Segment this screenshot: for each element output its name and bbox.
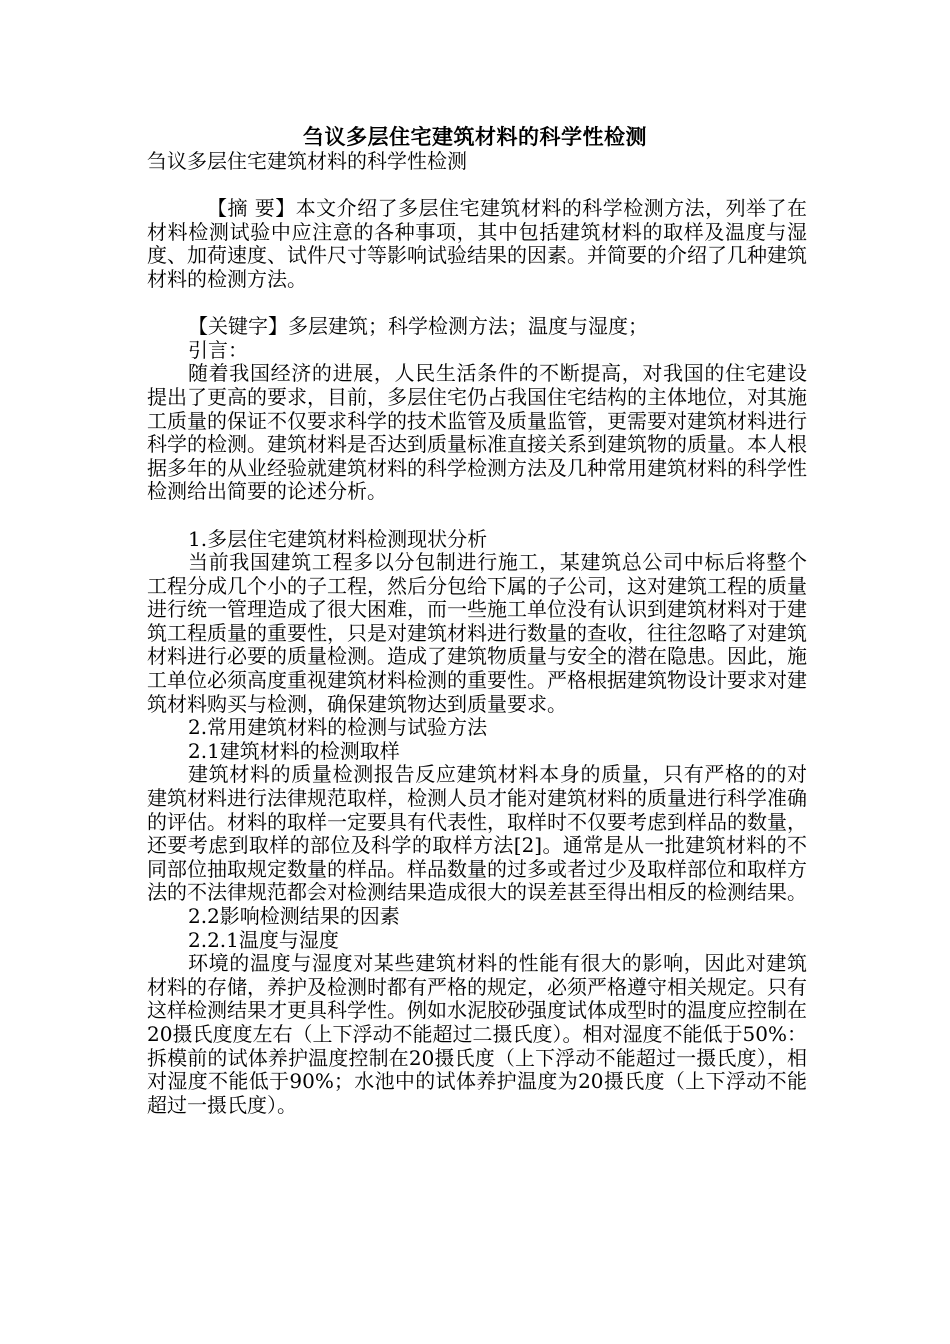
section2-1-paragraph: 建筑材料的质量检测报告反应建筑材料本身的质量，只有严格的的对建筑材料进行法律规范取样，检测人员才能对建筑材料的质量进行科学准确的评估。材料的取样一定要具有代表性，取样时不仅要考虑到样品的数量，还要考虑到取样的部位及科学的取样方法[2]。通常是从一批建筑材料的不同部位抽取规定数量的样品。样品数量的过多或者过少及取样部位和取样方法的不法律规范都会对检测结果造成很大的误差甚至得出相反的检测结果。 bbox=[147, 762, 807, 905]
intro-heading: 引言： bbox=[188, 337, 248, 362]
spacer bbox=[147, 292, 807, 316]
spacer bbox=[147, 504, 807, 528]
spacer bbox=[147, 174, 807, 198]
section2-2-heading: 2.2影响检测结果的因素 bbox=[188, 904, 400, 928]
section2-2-1-heading: 2.2.1温度与湿度 bbox=[188, 927, 339, 952]
section1-paragraph: 当前我国建筑工程多以分包制进行施工，某建筑总公司中标后将整个工程分成几个小的子工程，然后分包给下属的子公司，这对建筑工程的质量进行统一管理造成了很大困难，而一些施工单位没有认识到建筑材料对于建筑工程质量的重要性，只是对建筑材料进行数量的查收，往往忽略了对建筑材料进行必要的质量检测。造成了建筑物质量与安全的潜在隐患。因此，施工单位必须高度重视建筑材料检测的重要性。严格根据建筑物设计要求对建筑材料购买与检测，确保建筑物达到质量要求。 bbox=[147, 550, 807, 716]
section2-1-heading: 2.1建筑材料的检测取样 bbox=[188, 738, 400, 763]
section2-heading: 2.常用建筑材料的检测与试验方法 bbox=[188, 715, 488, 740]
document-body bbox=[147, 150, 807, 1117]
keywords-paragraph: 【关键字】多层建筑；科学检测方法；温度与湿度； bbox=[188, 314, 648, 339]
section1-heading: 1.多层住宅建筑材料检测现状分析 bbox=[188, 526, 488, 551]
section2-2-1-paragraph: 环境的温度与湿度对某些建筑材料的性能有很大的影响，因此对建筑材料的存储，养护及检测时都有严格的规定，必须严格遵守相关规定。只有这样检测结果才更具科学性。例如水泥胶砂强度试体成型时的温度应控制在20摄氏度度左右（上下浮动不能超过二摄氏度）。相对湿度不能低于50%：拆模前的试体养护温度控制在20摄氏度（上下浮动不能超过一摄氏度），相对湿度不能低于90%；水池中的试体养护温度为20摄氏度（上下浮动不能超过一摄氏度）。 bbox=[147, 951, 807, 1117]
abstract-paragraph: 【摘 要】本文介绍了多层住宅建筑材料的科学检测方法，列举了在材料检测试验中应注意的各种事项，其中包括建筑材料的取样及温度与湿度、加荷速度、试件尺寸等影响试验结果的因素。并简要的介绍了几种建筑材料的检测方法。 bbox=[147, 196, 807, 291]
document-title: 刍议多层住宅建筑材料的科学性检测 bbox=[303, 125, 647, 149]
intro-paragraph: 随着我国经济的进展，人民生活条件的不断提高，对我国的住宅建设提出了更高的要求，目前，多层住宅仍占我国住宅结构的主体地位，对其施工质量的保证不仅要求科学的技术监管及质量监管，更需要对建筑材料进行科学的检测。建筑材料是否达到质量标准直接关系到建筑物的质量。本人根据多年的从业经验就建筑材料的科学检测方法及几种常用建筑材料的科学性检测给出简要的论述分析。 bbox=[147, 361, 807, 504]
document-subtitle: 刍议多层住宅建筑材料的科学性检测 bbox=[147, 149, 467, 173]
